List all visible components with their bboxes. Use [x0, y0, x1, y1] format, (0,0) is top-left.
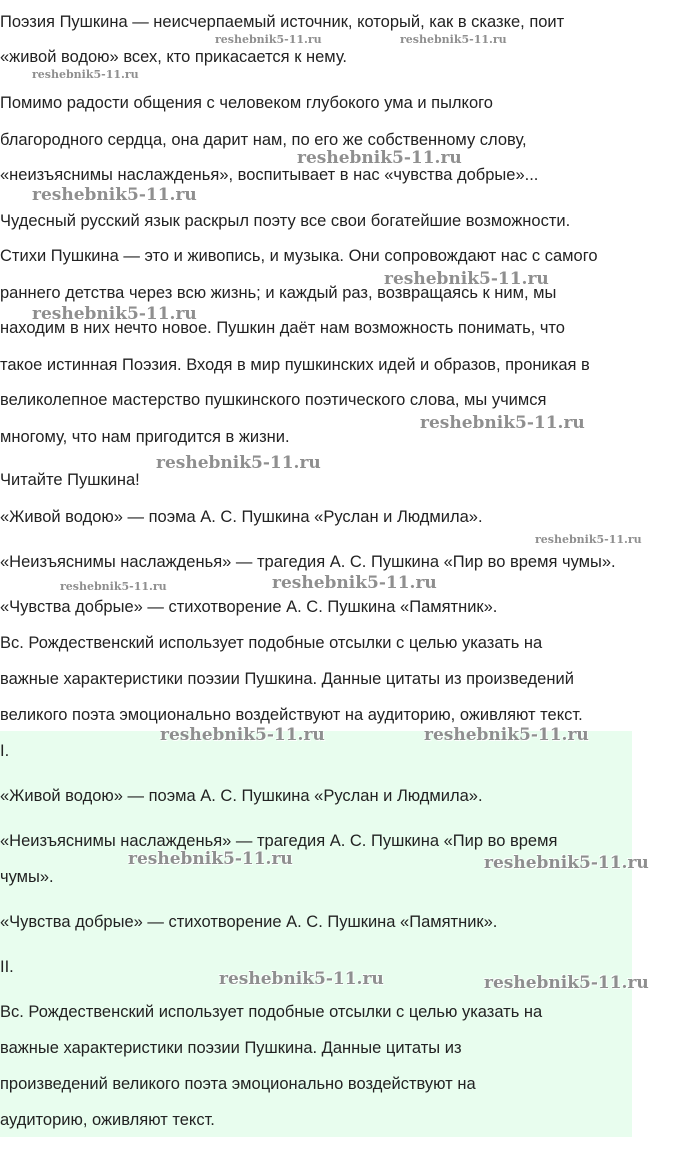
source-note: «Неизъяснимы наслажденья» — трагедия А. С. Пушкина «Пир во время чумы». [0, 553, 616, 571]
answer-line: чумы». [0, 868, 54, 886]
conclusion-line: великого поэта эмоционально воздействуют на аудиторию, оживляют текст. [0, 706, 583, 724]
watermark: reshebnik5-11.ru [484, 973, 649, 993]
intro-line: Читайте Пушкина! [0, 471, 140, 489]
watermark: reshebnik5-11.ru [400, 33, 507, 46]
answer-line: аудиторию, оживляют текст. [0, 1111, 215, 1129]
answer-line: Вс. Рождественский использует подобные отсылки с целью указать на [0, 1003, 543, 1021]
watermark: reshebnik5-11.ru [32, 185, 197, 205]
watermark: reshebnik5-11.ru [297, 148, 462, 168]
intro-line: «живой водою» всех, кто прикасается к нему. [0, 48, 348, 66]
watermark: reshebnik5-11.ru [32, 68, 139, 81]
intro-line: такое истинная Поэзия. Входя в мир пушкинских идей и образов, проникая в [0, 356, 590, 374]
watermark: reshebnik5-11.ru [128, 849, 293, 869]
watermark: reshebnik5-11.ru [32, 304, 197, 324]
watermark: reshebnik5-11.ru [535, 533, 642, 546]
intro-line: многому, что нам пригодится в жизни. [0, 428, 290, 446]
intro-line: находим в них нечто новое. Пушкин даёт нам возможность понимать, что [0, 319, 565, 337]
answer-line: «Чувства добрые» — стихотворение А. С. Пушкина «Памятник». [0, 913, 498, 931]
watermark: reshebnik5-11.ru [160, 725, 325, 745]
answer-line: «Неизъяснимы наслажденья» — трагедия А. С. Пушкина «Пир во время [0, 832, 558, 850]
conclusion-line: важные характеристики поэзии Пушкина. Данные цитаты из произведений [0, 670, 574, 688]
watermark: reshebnik5-11.ru [156, 453, 321, 473]
intro-line: Стихи Пушкина — это и живопись, и музыка. Они сопровождают нас с самого [0, 247, 598, 265]
watermark: reshebnik5-11.ru [424, 725, 589, 745]
watermark: reshebnik5-11.ru [219, 969, 384, 989]
intro-line: благородного сердца, она дарит нам, по его же собственному слову, [0, 131, 527, 149]
watermark: reshebnik5-11.ru [272, 573, 437, 593]
answer-line: важные характеристики поэзии Пушкина. Данные цитаты из [0, 1039, 462, 1057]
intro-line: Помимо радости общения с человеком глубокого ума и пылкого [0, 94, 493, 112]
answer-line: «Живой водою» — поэма А. С. Пушкина «Руслан и Людмила». [0, 787, 483, 805]
watermark: reshebnik5-11.ru [60, 580, 167, 593]
watermark: reshebnik5-11.ru [420, 413, 585, 433]
watermark: reshebnik5-11.ru [215, 33, 322, 46]
intro-line: великолепное мастерство пушкинского поэтического слова, мы учимся [0, 391, 547, 409]
answer-part2-label: II. [0, 958, 14, 976]
intro-line: «неизъяснимы наслажденья», воспитывает в нас «чувства добрые»... [0, 166, 539, 184]
conclusion-line: Вс. Рождественский использует подобные отсылки с целью указать на [0, 634, 543, 652]
watermark: reshebnik5-11.ru [484, 853, 649, 873]
answer-line: произведений великого поэта эмоционально воздействуют на [0, 1075, 476, 1093]
watermark: reshebnik5-11.ru [384, 269, 549, 289]
intro-line: Поэзия Пушкина — неисчерпаемый источник, который, как в сказке, поит [0, 13, 565, 31]
source-note: «Чувства добрые» — стихотворение А. С. Пушкина «Памятник». [0, 598, 498, 616]
answer-part1-label: I. [0, 742, 10, 760]
intro-line: раннего детства через всю жизнь; и каждый раз, возвращаясь к ним, мы [0, 284, 557, 302]
intro-line: Чудесный русский язык раскрыл поэту все свои богатейшие возможности. [0, 212, 571, 230]
source-note: «Живой водою» — поэма А. С. Пушкина «Руслан и Людмила». [0, 508, 483, 526]
